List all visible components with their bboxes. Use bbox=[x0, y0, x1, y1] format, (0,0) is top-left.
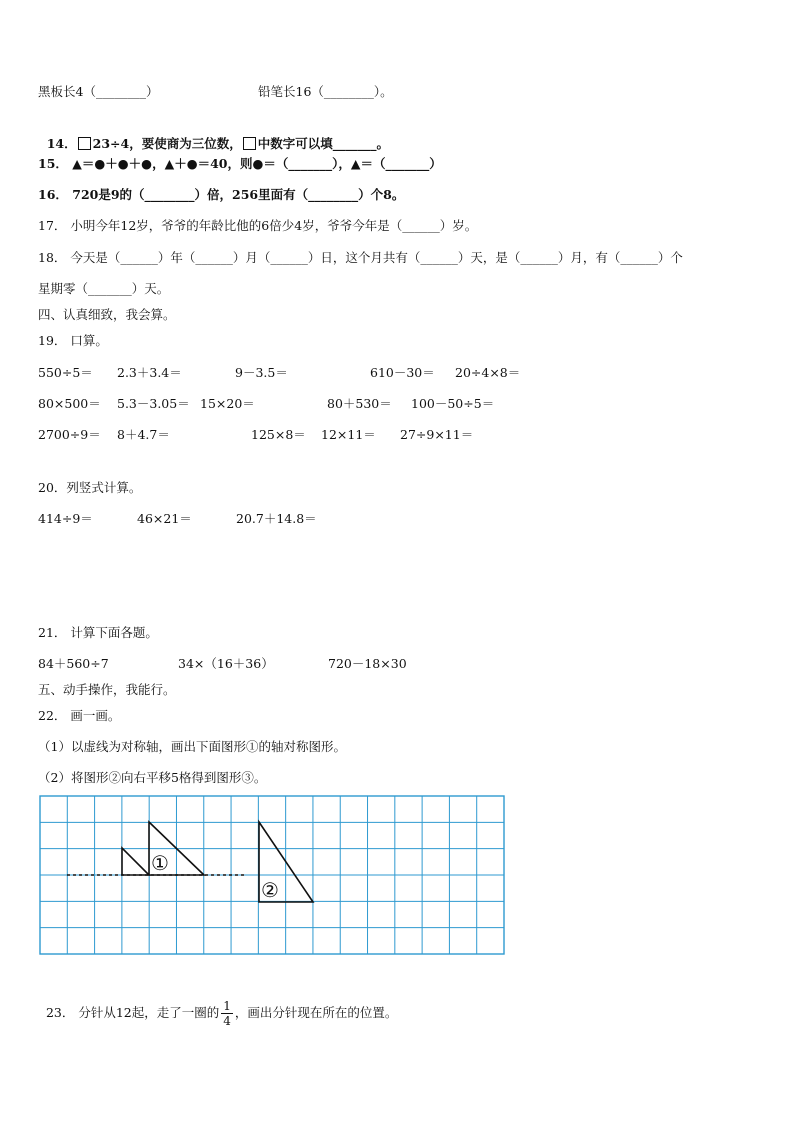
q19-item: 27÷9×11＝ bbox=[400, 427, 474, 442]
shape-1-small-triangle bbox=[122, 848, 149, 875]
shape-1-label: ① bbox=[151, 851, 169, 875]
q20-item: 414÷9＝ bbox=[38, 511, 93, 526]
q13-left-text: 黑板长4（________） bbox=[38, 84, 159, 99]
question-18-line-2: 星期零（_______）天。 bbox=[38, 281, 170, 296]
question-18-line-1: 18． 今天是（______）年（______）月（______）日，这个月共有（______）天，是（______）月，有（______）个 bbox=[38, 250, 683, 265]
q19-item: 8＋4.7＝ bbox=[117, 427, 170, 442]
q19-item: 610－30＝ bbox=[370, 365, 435, 380]
q19-item: 12×11＝ bbox=[321, 427, 376, 442]
question-16: 16． 720是9的（________）倍，256里面有（________）个8。 bbox=[38, 187, 405, 202]
section-4-heading: 四、认真细致，我会算。 bbox=[38, 307, 176, 322]
q20-item: 20.7＋14.8＝ bbox=[236, 511, 317, 526]
q19-item: 20÷4×8＝ bbox=[455, 365, 521, 380]
q23-text-2: ，画出分针现在所在的位置。 bbox=[234, 1005, 398, 1020]
q21-item: 34×（16＋36） bbox=[178, 656, 274, 671]
fraction-numerator: 1 bbox=[223, 999, 231, 1013]
fraction-denominator: 4 bbox=[223, 1014, 231, 1028]
q19-item: 2700÷9＝ bbox=[38, 427, 101, 442]
q14-text-1: 23÷4，要使商为三位数， bbox=[92, 136, 242, 151]
q23-text-1: 23． 分针从12起，走了一圈的 bbox=[45, 1005, 220, 1020]
q19-item: 15×20＝ bbox=[200, 396, 255, 411]
q19-item: 2.3＋3.4＝ bbox=[117, 365, 182, 380]
q19-item: 80×500＝ bbox=[38, 396, 101, 411]
q19-item: 5.3－3.05＝ bbox=[117, 396, 190, 411]
q22-sub-2: （2）将图形②向右平移5格得到图形③。 bbox=[38, 770, 267, 785]
q20-item: 46×21＝ bbox=[137, 511, 192, 526]
question-22-title: 22． 画一画。 bbox=[38, 708, 121, 723]
q14-number: 14． bbox=[46, 136, 77, 151]
q19-item: 9－3.5＝ bbox=[235, 365, 288, 380]
q19-item: 80＋530＝ bbox=[327, 396, 392, 411]
q21-item: 720－18×30 bbox=[328, 656, 407, 671]
q13-right-text: 铅笔长16（________）。 bbox=[258, 84, 393, 99]
q19-item: 125×8＝ bbox=[251, 427, 306, 442]
q19-item: 100－50÷5＝ bbox=[411, 396, 495, 411]
shape-2-label: ② bbox=[261, 878, 279, 902]
question-20-title: 20．列竖式计算。 bbox=[38, 480, 142, 495]
q19-item: 550÷5＝ bbox=[38, 365, 93, 380]
question-21-title: 21． 计算下面各题。 bbox=[38, 625, 158, 640]
question-23 bbox=[38, 968, 397, 1028]
question-17: 17． 小明今年12岁，爷爷的年龄比他的6倍少4岁，爷爷今年是（______）岁。 bbox=[38, 218, 478, 233]
section-5-heading: 五、动手操作，我能行。 bbox=[38, 682, 176, 697]
question-15: 15． ▲＝●＋●＋●，▲＋●＝40，则●＝（_______），▲＝（_______） bbox=[38, 156, 442, 171]
q14-text-2: 中数字可以填_______。 bbox=[257, 136, 389, 151]
question-19-title: 19． 口算。 bbox=[38, 333, 108, 348]
q22-sub-1: （1）以虚线为对称轴，画出下面图形①的轴对称图形。 bbox=[38, 739, 346, 754]
q21-item: 84＋560÷7 bbox=[38, 656, 109, 671]
fraction-one-quarter bbox=[221, 1000, 233, 1027]
